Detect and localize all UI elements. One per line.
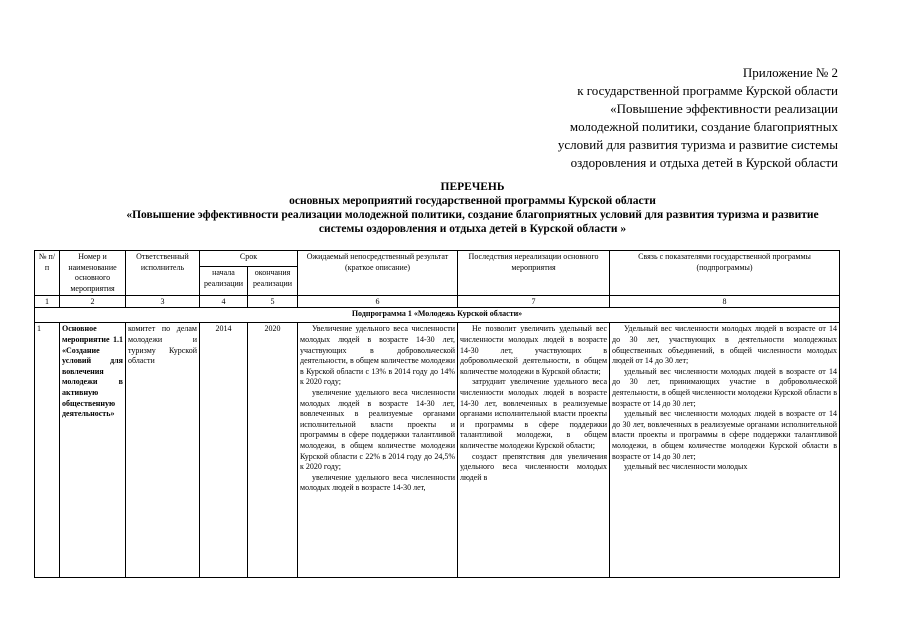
heading-title: ПЕРЕЧЕНЬ [440, 181, 505, 193]
heading-program-line-2: системы оздоровления и отдыха детей в Курской области » [318, 223, 627, 235]
subprogram-title: Подпрограмма 1 «Молодежь Курской области» [35, 308, 840, 323]
column-number: 6 [298, 296, 458, 308]
column-number-row [35, 296, 840, 308]
result-paragraph: Увеличение удельного веса численности молодых людей в возрасте 14-30 лет, участвующих в добровольческой деятельности, в общем количестве молодежи в Курской области с 13% в 2014 году до 14% к 2020 году; [300, 324, 456, 387]
consequence-paragraph: создаст препятствия для увеличения удельного веса численности молодых людей в [460, 451, 608, 482]
column-number: 4 [200, 296, 248, 308]
appendix-line-1: Приложение № 2 [742, 65, 838, 80]
column-number: 2 [60, 296, 126, 308]
header-consequences: Последствия нереализации основного мероприятия [458, 251, 610, 296]
link-paragraph: удельный вес численности молодых людей в возрасте от 14 до 30 лет, вовлеченных в реализуемые органами исполнительной власти проекты и программы в сфере поддержки талантливой молодежи, в общем количестве молодежи Курской области в возрасте от 14 до 30 лет; [612, 409, 838, 461]
column-number: 1 [35, 296, 60, 308]
link-paragraph: Удельный вес численности молодых людей в возрасте от 14 до 30 лет, участвующих в деятельности молодежных общественных объединений, в общей численности молодых людей от 14 до 30 лет; [612, 324, 838, 366]
appendix-line-3: «Повышение эффективности реализации [610, 101, 838, 116]
appendix-line-5: условий для развития туризма и развитие системы [557, 137, 838, 152]
row-activity-name: Основное мероприятие 1.1 «Создание условий для вовлечения молодежи в активную общественную деятельность» [60, 323, 126, 578]
header-end: окончания реализации [248, 267, 298, 296]
header-result: Ожидаемый непосредственный результат (краткое описание) [298, 251, 458, 296]
appendix-line-2: к государственной программе Курской области [577, 83, 838, 98]
appendix-block [470, 64, 838, 172]
link-paragraph: удельный вес численности молодых людей в возрасте от 14 до 30 лет, принимающих участие в добровольческой деятельности, в общей численности молодежи Курской области в возрасте от 14 до 30 лет; [612, 366, 838, 408]
row-indicator-link [610, 323, 840, 578]
header-num: № п/п [35, 251, 60, 296]
link-paragraph: удельный вес численности молодых [624, 462, 748, 472]
heading-subtitle: основных мероприятий государственной программы Курской области [289, 195, 656, 207]
row-executor: комитет по делам молодежи и туризму Курской области [126, 323, 200, 578]
header-row-1 [35, 251, 840, 267]
document-heading [40, 180, 905, 236]
consequence-paragraph: Не позволит увеличить удельный вес численности молодых людей в возрасте 14-30 лет, участвующих в добровольческой деятельности, в общем количестве молодежи в Курской области; [460, 324, 608, 376]
row-consequences [458, 323, 610, 578]
consequence-paragraph: затруднит увеличение удельного веса численности молодых людей в возрасте 14-30 лет, вовлеченных в реализуемые органами исполнительной власти проекты и программы в сфере поддержки талантливой молодежи, в общем количестве молодежи Курской области; [460, 377, 608, 450]
result-paragraph: увеличение удельного веса численности молодых людей в возрасте 14-30 лет, вовлеченных в реализуемые органами исполнительной власти проекты и программы в сфере поддержки талантливой молодежи, в общем количестве молодежи Курской области с 22% в 2014 году до 24,5% к 2020 году; [300, 387, 456, 472]
column-number: 7 [458, 296, 610, 308]
column-number: 5 [248, 296, 298, 308]
header-start: начала реализации [200, 267, 248, 296]
row-num: 1 [35, 323, 60, 578]
column-number: 8 [610, 296, 840, 308]
row-start-year: 2014 [200, 323, 248, 578]
activities-table [34, 250, 840, 578]
subprogram-row [35, 308, 840, 323]
column-number: 3 [126, 296, 200, 308]
header-executor: Ответственный исполнитель [126, 251, 200, 296]
table-row [35, 323, 840, 578]
row-expected-result [298, 323, 458, 578]
header-link: Связь с показателями государственной программы (подпрограммы) [610, 251, 840, 296]
appendix-line-4: молодежной политики, создание благоприятных [569, 119, 838, 134]
result-paragraph: увеличение удельного веса численности молодых людей в возрасте 14-30 лет, [300, 472, 456, 493]
appendix-line-6: оздоровления и отдыха детей в Курской области [570, 155, 838, 170]
row-end-year: 2020 [248, 323, 298, 578]
header-name: Номер и наименование основного мероприятия [60, 251, 126, 296]
heading-program-line-1: «Повышение эффективности реализации молодежной политики, создание благоприятных условий для развития туризма и развитие [126, 209, 819, 221]
header-term: Срок [200, 251, 298, 267]
